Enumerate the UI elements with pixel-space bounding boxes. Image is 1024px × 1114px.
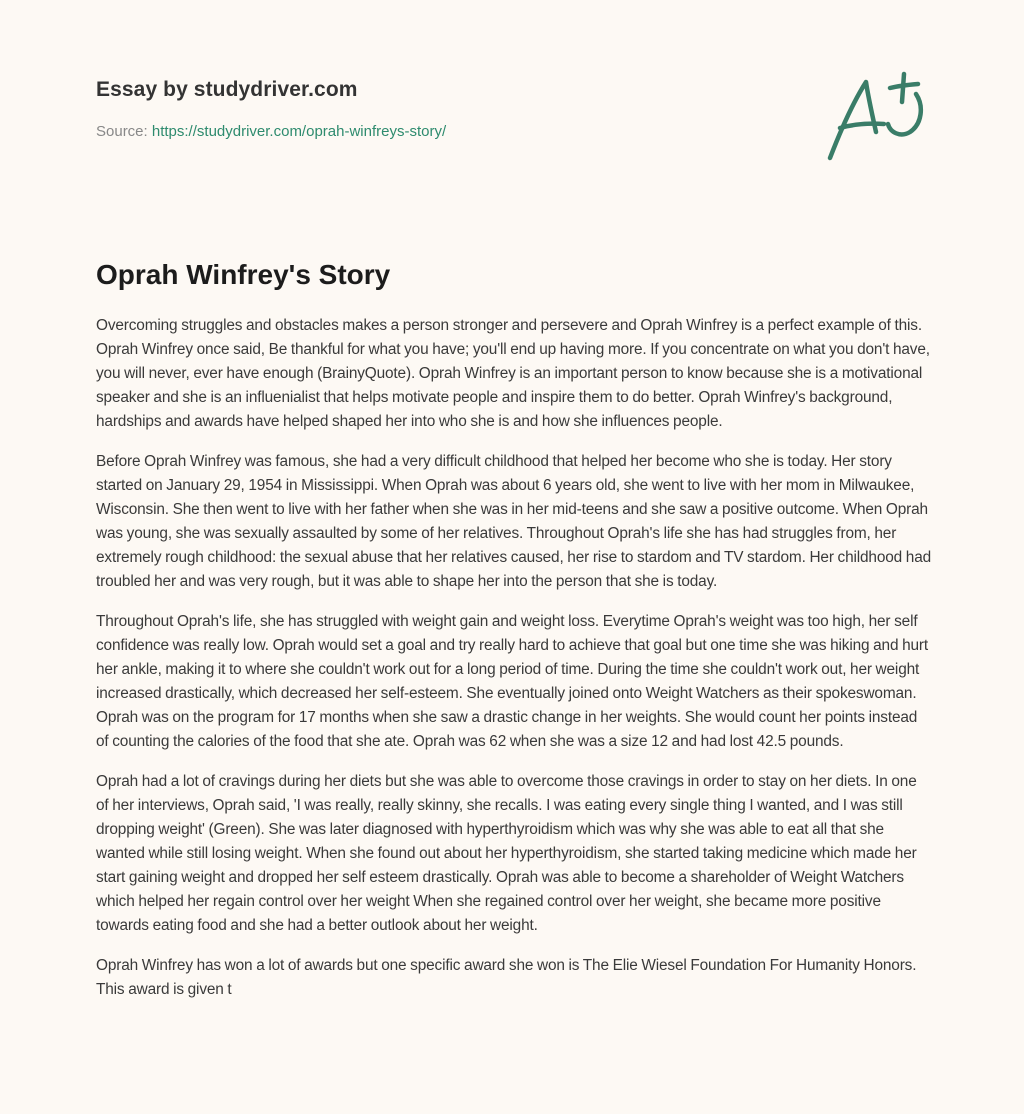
- essay-title: Oprah Winfrey's Story: [96, 259, 391, 290]
- brand-title: Essay by studydriver.com: [96, 78, 358, 101]
- source-label: Source:: [96, 123, 148, 140]
- essay-paragraph: Oprah Winfrey has won a lot of awards but one specific award she won is The Elie Wiesel Foundation For Humanity Honors. This award is given t: [96, 957, 917, 998]
- source-line: [96, 122, 446, 142]
- source-link[interactable]: https://studydriver.com/oprah-winfreys-story/: [151, 123, 447, 140]
- a-plus-grade-icon: [822, 66, 932, 166]
- essay-paragraph: Before Oprah Winfrey was famous, she had a very difficult childhood that helped her become who she is today. Her story started on January 29, 1954 in Mississippi. When Oprah was about 6 years old, she went to live with her mom in Milwaukee, Wisconsin. She then went to live with her father when she was in her mid-teens and she saw a positive outcome. When Oprah was young, she was sexually assaulted by some of her relatives. Throughout Oprah's life she has had struggles from, her extremely rough childhood: the sexual abuse that her relatives caused, her rise to stardom and TV stardom. Her childhood had troubled her and was very rough, but it was able to shape her into the person that she is today.: [96, 453, 932, 590]
- essay-paragraph: Overcoming struggles and obstacles makes a person stronger and persevere and Oprah Winfrey is a perfect example of this. Oprah Winfrey once said, Be thankful for what you have; you'll end up having more. If you concentrate on what you don't have, you will never, ever have enough (BrainyQuote). Oprah Winfrey is an important person to know because she is a motivational speaker and she is an influenialist that helps motivate people and inspire them to do better. Oprah Winfrey's background, hardships and awards have helped shaped her into who she is and how she influences people.: [96, 317, 930, 430]
- page-header: [96, 76, 446, 142]
- essay-paragraph: Throughout Oprah's life, she has struggled with weight gain and weight loss. Everytime Oprah's weight was too high, her self confidence was really low. Oprah would set a goal and try really hard to achieve that goal but one time she was hiking and hurt her ankle, making it to where she couldn't work out for a long period of time. During the time she couldn't work out, her weight increased drastically, which decreased her self-esteem. She eventually joined onto Weight Watchers as their spokeswoman. Oprah was on the program for 17 months when she saw a drastic change in her weights. She would count her points instead of counting the calories of the food that she ate. Oprah was 62 when she was a size 12 and had lost 42.5 pounds.: [96, 613, 929, 750]
- essay-paragraph: Oprah had a lot of cravings during her diets but she was able to overcome those cravings in order to stay on her diets. In one of her interviews, Oprah said, 'I was really, really skinny, she recalls. I was eating every single thing I wanted, and I was still dropping weight' (Green). She was later diagnosed with hyperthyroidism which was why she was able to eat all that she wanted while still losing weight. When she found out about her hyperthyroidism, she started taking medicine which made her start gaining weight and dropped her self esteem drastically. Oprah was able to become a shareholder of Weight Watchers which helped her regain control over her weight When she regained control over her weight, she became more positive towards eating food and she had a better outlook about her weight.: [96, 773, 917, 934]
- essay-body: [96, 314, 932, 1018]
